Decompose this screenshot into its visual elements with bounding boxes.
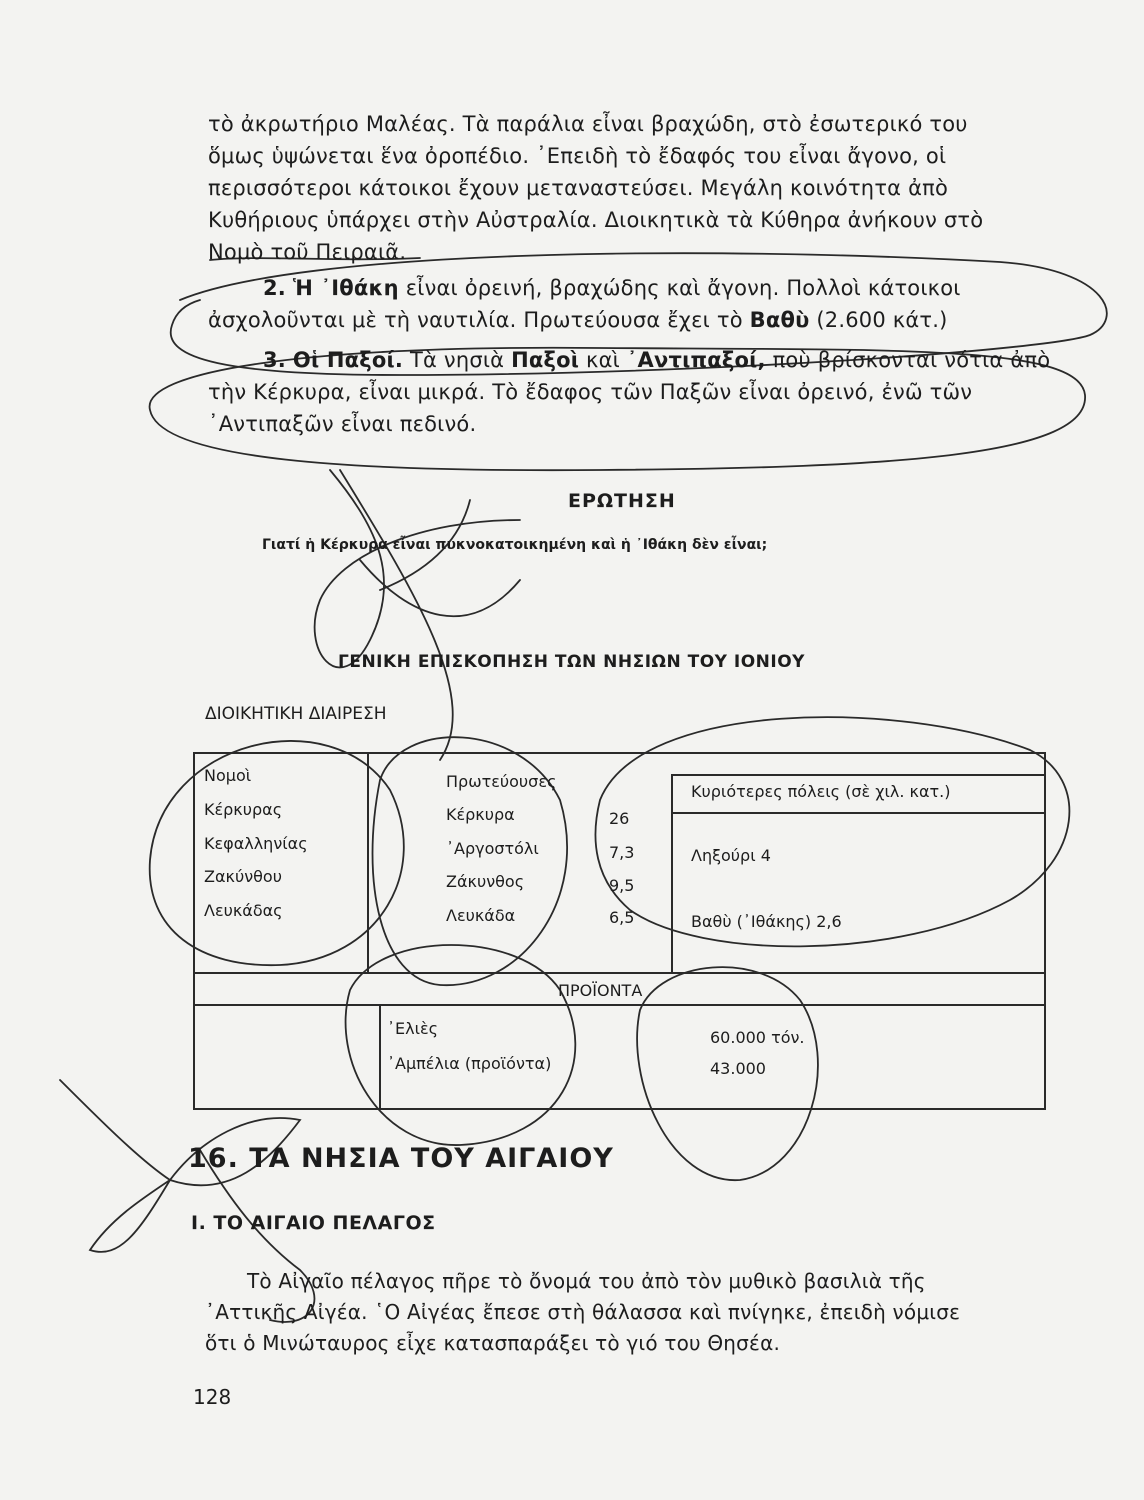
table-divider (195, 1004, 1044, 1006)
row-cities: Βαθὺ (᾿Ιθάκης) 2,6 (691, 912, 842, 931)
paxoi-paragraph (208, 344, 1050, 440)
island-name: Παξοὶ (511, 348, 580, 372)
text-fragment: ἀσχολοῦνται μὲ τὴ ναυτιλία. Πρωτεύουσα ἔχει τὸ (208, 308, 743, 332)
row-pop: 7,3 (609, 843, 635, 862)
row-cities: Ληξούρι 4 (691, 846, 771, 865)
text-line: ᾿Αντιπαξῶν εἶναι πεδινό. (208, 412, 477, 436)
text-fragment: εἶναι ὀρεινή, βραχώδης καὶ ἄγονη. Πολλοὶ κάτοικοι (405, 276, 961, 300)
row-nomos: Κέρκυρας (204, 800, 283, 819)
product-value: 43.000 (710, 1059, 766, 1078)
row-pop: 26 (609, 809, 630, 828)
product-value: 60.000 τόν. (710, 1028, 805, 1047)
text-fragment: ποὺ βρίσκονται νότια ἀπὸ (772, 348, 1051, 372)
item-number: 3. (263, 348, 286, 372)
item-number: 2. (263, 276, 286, 300)
section-title: Ι. ΤΟ ΑΙΓΑΙΟ ΠΕΛΑΓΟΣ (191, 1212, 436, 1234)
product-name: ᾿Αμπέλια (προϊόντα) (387, 1054, 552, 1073)
chapter-paragraph (205, 1266, 960, 1359)
product-name: ᾿Ελιὲς (387, 1019, 439, 1038)
capital-name: Βαθὺ (749, 308, 810, 332)
ithaca-paragraph (208, 272, 961, 336)
row-capital: ᾿Αργοστόλι (446, 839, 539, 858)
island-name: ᾿Αντιπαξοί, (626, 348, 766, 372)
text-fragment: Τὰ νησιὰ (409, 348, 505, 372)
text-line: τὴν Κέρκυρα, εἶναι μικρά. Τὸ ἔδαφος τῶν Παξῶν εἶναι ὀρεινό, ἐνῶ τῶν (208, 380, 973, 404)
row-capital: Ζάκυνθος (446, 872, 525, 891)
top-paragraph (208, 108, 983, 268)
table-divider (671, 812, 1044, 814)
text-line: ὅμως ὑψώνεται ἕνα ὀροπέδιο. ᾿Επειδὴ τὸ ἔδαφός του εἶναι ἄγονο, οἱ (208, 144, 947, 168)
island-name: Οἱ Παξοί. (292, 348, 404, 372)
text-line: Νομὸ τοῦ Πειραιᾶ. (208, 240, 407, 264)
table-divider (671, 774, 1044, 776)
table-divider (671, 774, 673, 972)
text-fragment: (2.600 κάτ.) (816, 308, 948, 332)
page-number: 128 (193, 1385, 232, 1409)
text-line: ὅτι ὁ Μινώταυρος εἶχε κατασπαράξει τὸ γιό του Θησέα. (205, 1331, 781, 1355)
table-divider (379, 1004, 381, 1108)
overview-subtitle: ΔΙΟΙΚΗΤΙΚΗ ΔΙΑΙΡΕΣΗ (205, 704, 387, 724)
admin-table (193, 752, 1046, 1110)
row-nomos: Ζακύνθου (204, 867, 282, 886)
text-line: Τὸ Αἰγαῖο πέλαγος πῆρε τὸ ὄνομά του ἀπὸ τὸν μυθικὸ βασιλιὰ τῆς (247, 1269, 926, 1293)
text-line: περισσότεροι κάτοικοι ἔχουν μεταναστεύσει. Μεγάλη κοινότητα ἀπὸ (208, 176, 949, 200)
row-nomos: Κεφαλληνίας (204, 834, 308, 853)
text-fragment: καὶ (586, 348, 620, 372)
island-name: Ἡ ᾿Ιθάκη (292, 276, 399, 300)
header-nomoi: Νομοὶ (204, 766, 252, 785)
row-nomos: Λευκάδας (204, 901, 283, 920)
row-capital: Λευκάδα (446, 906, 516, 925)
question-title: ΕΡΩΤΗΣΗ (568, 490, 676, 512)
header-cities: Κυριότερες πόλεις (σὲ χιλ. κατ.) (691, 782, 951, 801)
text-line: τὸ ἀκρωτήριο Μαλέας. Τὰ παράλια εἶναι βραχώδη, στὸ ἐσωτερικό του (208, 112, 968, 136)
chapter-title: 16. ΤΑ ΝΗΣΙΑ ΤΟΥ ΑΙΓΑΙΟΥ (188, 1143, 614, 1174)
text-line: Κυθήριους ὑπάρχει στὴν Αὐστραλία. Διοικητικὰ τὰ Κύθηρα ἀνήκουν στὸ (208, 208, 984, 232)
row-pop: 6,5 (609, 908, 635, 927)
table-divider (367, 754, 369, 972)
question-text: Γιατί ἡ Κέρκυρα εἶναι πυκνοκατοικημένη καὶ ἡ ᾿Ιθάκη δὲν εἶναι; (262, 537, 768, 553)
row-pop: 9,5 (609, 876, 635, 895)
text-line: ᾿Αττικῆς Αἰγέα. ῾Ο Αἰγέας ἔπεσε στὴ θάλασσα καὶ πνίγηκε, ἐπειδὴ νόμισε (205, 1300, 961, 1324)
row-capital: Κέρκυρα (446, 805, 515, 824)
products-title: ΠΡΟΪΟΝΤΑ (558, 981, 643, 1000)
table-divider (195, 972, 1044, 974)
overview-title: ΓΕΝΙΚΗ ΕΠΙΣΚΟΠΗΣΗ ΤΩΝ ΝΗΣΙΩΝ ΤΟΥ ΙΟΝΙΟΥ (338, 652, 805, 672)
header-capitals: Πρωτεύουσες (446, 772, 557, 791)
